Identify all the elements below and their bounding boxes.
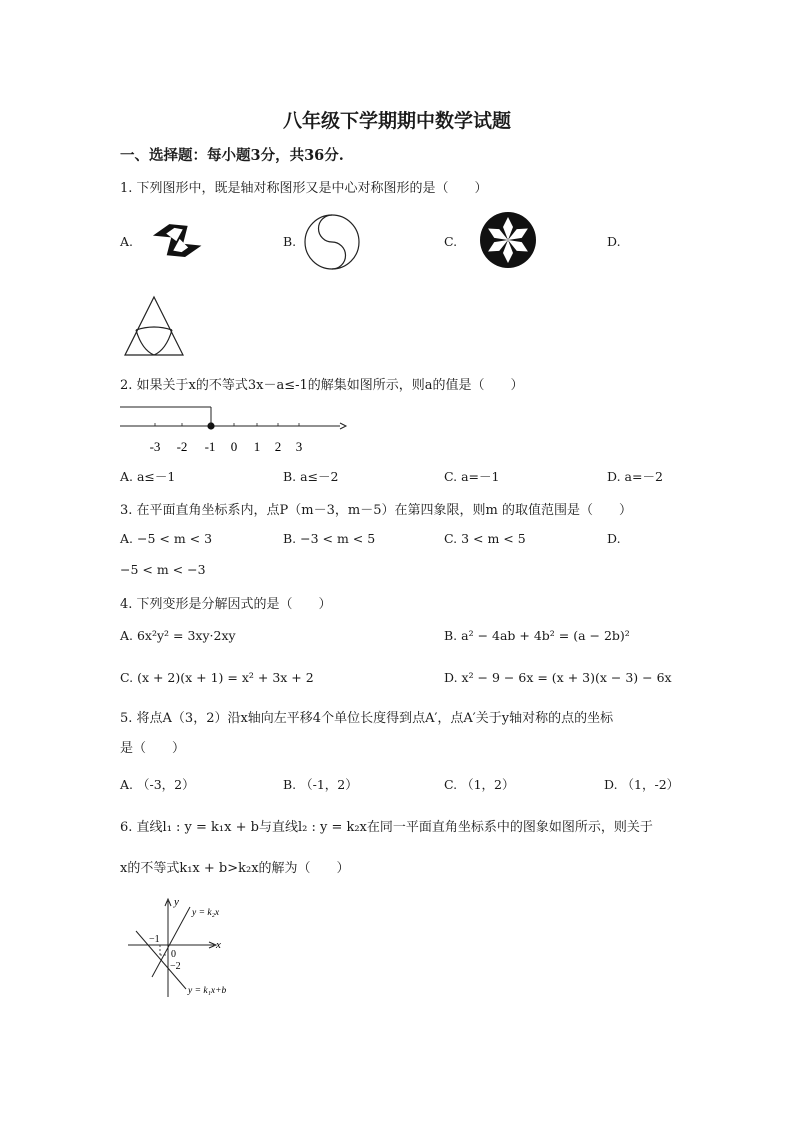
number-line-tick-label: 0 (230, 439, 238, 454)
number-line-tick-label: -3 (149, 439, 161, 454)
question-1-text: 1. 下列图形中，既是轴对称图形又是中心对称图形的是（ ） (120, 181, 488, 196)
number-line-figure (118, 400, 348, 458)
number-line-tick-label: 2 (274, 439, 282, 454)
q3-option-d: D. (607, 531, 621, 546)
q3-option-d-value: −5 < m < −3 (120, 562, 206, 577)
l1-label: y = k₁x+b (188, 986, 227, 996)
q4-option-c: C. (x + 2)(x + 1) = x² + 3x + 2 (120, 670, 314, 685)
question-2-text: 2. 如果关于x的不等式3x－a≤-1的解集如图所示，则a的值是（ ） (120, 378, 524, 393)
triangle-with-arcs-figure (122, 294, 186, 358)
q5-option-c: C. （1，2） (444, 777, 515, 792)
question-6-line2: x的不等式k₁x + b>k₂x的解为（ ） (120, 861, 350, 876)
x-intercept-label: −1 (149, 934, 160, 945)
q2-option-c: C. a=－1 (444, 469, 500, 484)
q2-option-d: D. a=－2 (607, 469, 663, 484)
question-5-line2: 是（ ） (120, 741, 186, 756)
q5-option-a: A. （-3，2） (120, 777, 195, 792)
q3-option-c: C. 3 < m < 5 (444, 531, 526, 546)
origin-label: 0 (171, 949, 176, 960)
question-4-text: 4. 下列变形是分解因式的是（ ） (120, 597, 332, 612)
q4-option-a: A. 6x²y² = 3xy·2xy (120, 628, 236, 643)
q3-option-b: B. −3 < m < 5 (283, 531, 376, 546)
q4-option-b: B. a² − 4ab + 4b² = (a − 2b)² (444, 628, 630, 643)
linear-graph-figure (122, 893, 252, 1001)
q3-option-a: A. −5 < m < 3 (120, 531, 213, 546)
q2-option-b: B. a≤－2 (283, 469, 339, 484)
l2-label: y = k₂x (192, 908, 220, 918)
q5-option-d: D. （1，-2） (604, 777, 680, 792)
yin-yang-outline-figure (302, 212, 362, 272)
number-line-tick-label: -1 (204, 439, 216, 454)
y-intercept-label: −2 (170, 961, 181, 972)
question-6-line1: 6. 直线l₁ : y = k₁x + b与直线l₂ : y = k₂x在同一平面直角坐标系中的图象如图所示，则关于 (120, 820, 653, 835)
question-5-line1: 5. 将点A（3，2）沿x轴向左平移4个单位长度得到点A′，点A′关于y轴对称的点的坐标 (120, 711, 614, 726)
number-line-tick-label: -2 (176, 439, 188, 454)
q1-label-c: C. (444, 234, 458, 249)
x-axis-label: x (216, 939, 221, 951)
question-3-text: 3. 在平面直角坐标系内，点P（m－3，m－5）在第四象限，则m 的取值范围是（ ） (120, 503, 632, 518)
q2-option-a: A. a≤－1 (120, 469, 176, 484)
six-petal-star-figure (478, 210, 538, 270)
q1-label-a: A. (120, 234, 134, 249)
page-title: 八年级下学期期中数学试题 (282, 110, 511, 132)
number-line-tick-label: 3 (295, 439, 303, 454)
number-line-tick-label: 1 (253, 439, 261, 454)
section-heading: 一、选择题：每小题3分，共36分. (120, 147, 344, 164)
q4-option-d: D. x² − 9 − 6x = (x + 3)(x − 3) − 6x (444, 670, 672, 685)
suzuki-s-logo-figure (150, 212, 206, 268)
y-axis-label: y (174, 896, 179, 908)
q5-option-b: B. （-1，2） (283, 777, 358, 792)
q1-label-d: D. (607, 234, 621, 249)
q1-label-b: B. (283, 234, 297, 249)
